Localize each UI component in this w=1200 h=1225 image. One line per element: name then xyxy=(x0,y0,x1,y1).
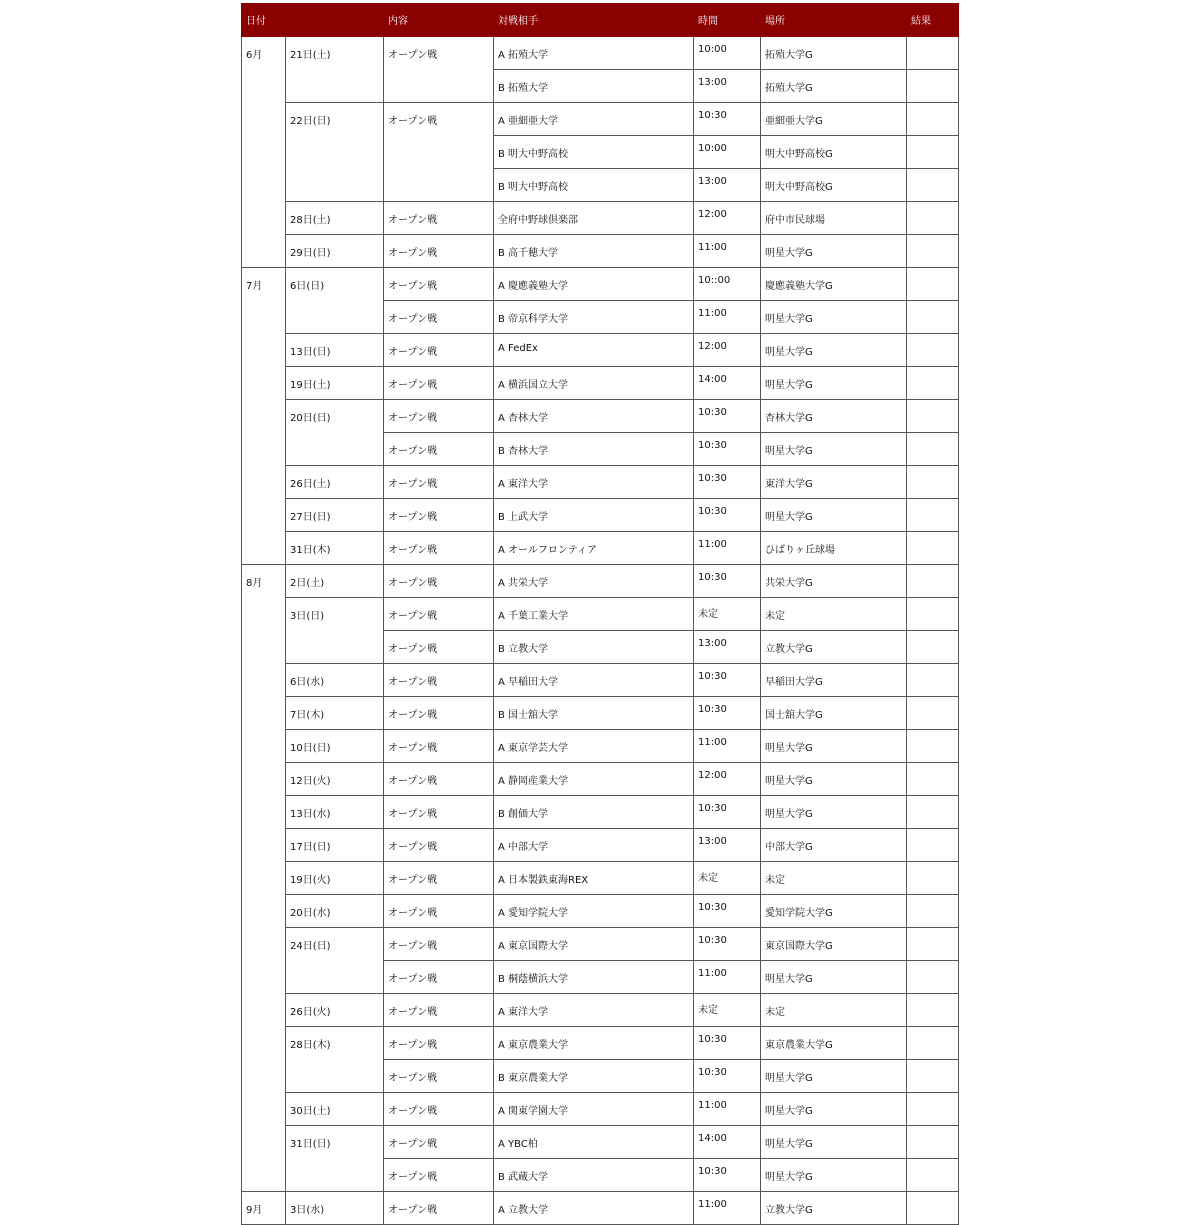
result-cell xyxy=(907,334,959,367)
table-row xyxy=(242,202,959,235)
opponent-cell: A 慶應義塾大学 xyxy=(494,268,694,301)
day-cell: 20日(日) xyxy=(286,400,384,466)
day-cell: 3日(日) xyxy=(286,598,384,664)
day-cell: 21日(土) xyxy=(286,37,384,103)
result-cell xyxy=(907,169,959,202)
opponent-cell: A 横浜国立大学 xyxy=(494,367,694,400)
content-cell: オープン戦 xyxy=(384,730,494,763)
day-cell: 29日(日) xyxy=(286,235,384,268)
place-cell: 明星大学G xyxy=(761,367,907,400)
result-cell xyxy=(907,664,959,697)
time-cell: 10:00 xyxy=(694,136,761,169)
opponent-cell: A 愛知学院大学 xyxy=(494,895,694,928)
content-cell: オープン戦 xyxy=(384,400,494,433)
time-cell: 10:30 xyxy=(694,400,761,433)
table-row xyxy=(242,334,959,367)
time-cell: 11:00 xyxy=(694,961,761,994)
time-cell: 13:00 xyxy=(694,70,761,103)
opponent-cell: A 千葉工業大学 xyxy=(494,598,694,631)
opponent-cell: A 東洋大学 xyxy=(494,994,694,1027)
day-cell: 7日(木) xyxy=(286,697,384,730)
result-cell xyxy=(907,598,959,631)
place-cell: 未定 xyxy=(761,598,907,631)
header-content: 内容 xyxy=(384,4,494,37)
content-cell: オープン戦 xyxy=(384,532,494,565)
opponent-cell: A 静岡産業大学 xyxy=(494,763,694,796)
day-cell: 30日(土) xyxy=(286,1093,384,1126)
place-cell: 未定 xyxy=(761,862,907,895)
table-row xyxy=(242,664,959,697)
time-cell: 10:30 xyxy=(694,565,761,598)
result-cell xyxy=(907,37,959,70)
content-cell: オープン戦 xyxy=(384,862,494,895)
place-cell: 東京農業大学G xyxy=(761,1027,907,1060)
time-cell: 12:00 xyxy=(694,763,761,796)
day-cell: 27日(日) xyxy=(286,499,384,532)
opponent-cell: 全府中野球倶楽部 xyxy=(494,202,694,235)
table-row xyxy=(242,1093,959,1126)
content-cell: オープン戦 xyxy=(384,598,494,631)
opponent-cell: B 拓殖大学 xyxy=(494,70,694,103)
time-cell: 11:00 xyxy=(694,235,761,268)
content-cell: オープン戦 xyxy=(384,433,494,466)
result-cell xyxy=(907,1126,959,1159)
place-cell: 立教大学G xyxy=(761,1192,907,1225)
result-cell xyxy=(907,895,959,928)
opponent-cell: A FedEx xyxy=(494,334,694,367)
place-cell: 明星大学G xyxy=(761,499,907,532)
month-cell: 8月 xyxy=(242,565,286,1192)
place-cell: 明星大学G xyxy=(761,796,907,829)
table-row xyxy=(242,235,959,268)
place-cell: 拓殖大学G xyxy=(761,37,907,70)
table-row xyxy=(242,994,959,1027)
day-cell: 31日(木) xyxy=(286,532,384,565)
table-row xyxy=(242,1027,959,1060)
table-row xyxy=(242,928,959,961)
place-cell: 共栄大学G xyxy=(761,565,907,598)
table-row xyxy=(242,565,959,598)
table-row xyxy=(242,1126,959,1159)
result-cell xyxy=(907,928,959,961)
time-cell: 12:00 xyxy=(694,202,761,235)
time-cell: 11:00 xyxy=(694,532,761,565)
result-cell xyxy=(907,433,959,466)
table-row xyxy=(242,598,959,631)
table-row xyxy=(242,763,959,796)
table-row xyxy=(242,1192,959,1225)
result-cell xyxy=(907,202,959,235)
time-cell: 14:00 xyxy=(694,367,761,400)
time-cell: 10:30 xyxy=(694,664,761,697)
opponent-cell: B 帝京科学大学 xyxy=(494,301,694,334)
table-row xyxy=(242,400,959,433)
result-cell xyxy=(907,1159,959,1192)
content-cell: オープン戦 xyxy=(384,631,494,664)
time-cell: 13:00 xyxy=(694,829,761,862)
month-cell: 6月 xyxy=(242,37,286,268)
result-cell xyxy=(907,532,959,565)
day-cell: 19日(火) xyxy=(286,862,384,895)
result-cell xyxy=(907,1060,959,1093)
day-cell: 28日(木) xyxy=(286,1027,384,1093)
content-cell: オープン戦 xyxy=(384,1126,494,1159)
place-cell: 亜細亜大学G xyxy=(761,103,907,136)
day-cell: 13日(水) xyxy=(286,796,384,829)
place-cell: ひばりヶ丘球場 xyxy=(761,532,907,565)
day-cell: 13日(日) xyxy=(286,334,384,367)
header-time: 時間 xyxy=(694,4,761,37)
result-cell xyxy=(907,136,959,169)
opponent-cell: A 共栄大学 xyxy=(494,565,694,598)
table-row xyxy=(242,103,959,136)
day-cell: 12日(火) xyxy=(286,763,384,796)
result-cell xyxy=(907,961,959,994)
time-cell: 10::00 xyxy=(694,268,761,301)
result-cell xyxy=(907,730,959,763)
day-cell: 2日(土) xyxy=(286,565,384,598)
opponent-cell: A 関東学園大学 xyxy=(494,1093,694,1126)
opponent-cell: A 亜細亜大学 xyxy=(494,103,694,136)
content-cell: オープン戦 xyxy=(384,466,494,499)
day-cell: 6日(水) xyxy=(286,664,384,697)
place-cell: 明星大学G xyxy=(761,235,907,268)
content-cell: オープン戦 xyxy=(384,235,494,268)
place-cell: 明星大学G xyxy=(761,301,907,334)
time-cell: 10:30 xyxy=(694,697,761,730)
place-cell: 未定 xyxy=(761,994,907,1027)
place-cell: 国士舘大学G xyxy=(761,697,907,730)
time-cell: 10:30 xyxy=(694,466,761,499)
time-cell: 10:30 xyxy=(694,499,761,532)
content-cell: オープン戦 xyxy=(384,301,494,334)
table-row xyxy=(242,466,959,499)
time-cell: 12:00 xyxy=(694,334,761,367)
time-cell: 13:00 xyxy=(694,169,761,202)
opponent-cell: A 中部大学 xyxy=(494,829,694,862)
content-cell: オープン戦 xyxy=(384,829,494,862)
place-cell: 明星大学G xyxy=(761,433,907,466)
content-cell: オープン戦 xyxy=(384,664,494,697)
day-cell: 3日(水) xyxy=(286,1192,384,1225)
place-cell: 明星大学G xyxy=(761,334,907,367)
place-cell: 明星大学G xyxy=(761,1093,907,1126)
time-cell: 10:30 xyxy=(694,433,761,466)
result-cell xyxy=(907,1192,959,1225)
place-cell: 立教大学G xyxy=(761,631,907,664)
header-date: 日付 xyxy=(242,4,384,37)
opponent-cell: A 東京学芸大学 xyxy=(494,730,694,763)
result-cell xyxy=(907,1093,959,1126)
result-cell xyxy=(907,301,959,334)
result-cell xyxy=(907,367,959,400)
content-cell: オープン戦 xyxy=(384,1159,494,1192)
result-cell xyxy=(907,268,959,301)
time-cell: 11:00 xyxy=(694,730,761,763)
header-opponent: 対戦相手 xyxy=(494,4,694,37)
place-cell: 東京国際大学G xyxy=(761,928,907,961)
content-cell: オープン戦 xyxy=(384,928,494,961)
result-cell xyxy=(907,565,959,598)
month-cell: 9月 xyxy=(242,1192,286,1225)
header-result: 結果 xyxy=(907,4,959,37)
opponent-cell: B 杏林大学 xyxy=(494,433,694,466)
place-cell: 拓殖大学G xyxy=(761,70,907,103)
place-cell: 愛知学院大学G xyxy=(761,895,907,928)
time-cell: 10:30 xyxy=(694,1027,761,1060)
opponent-cell: B 立教大学 xyxy=(494,631,694,664)
content-cell: オープン戦 xyxy=(384,1027,494,1060)
result-cell xyxy=(907,994,959,1027)
day-cell: 28日(土) xyxy=(286,202,384,235)
result-cell xyxy=(907,400,959,433)
opponent-cell: B 武蔵大学 xyxy=(494,1159,694,1192)
result-cell xyxy=(907,235,959,268)
opponent-cell: B 高千穂大学 xyxy=(494,235,694,268)
content-cell: オープン戦 xyxy=(384,367,494,400)
day-cell: 6日(日) xyxy=(286,268,384,334)
opponent-cell: A 東京国際大学 xyxy=(494,928,694,961)
time-cell: 11:00 xyxy=(694,301,761,334)
schedule-sheet xyxy=(241,3,958,1225)
opponent-cell: B 上武大学 xyxy=(494,499,694,532)
content-cell: オープン戦 xyxy=(384,268,494,301)
day-cell: 24日(日) xyxy=(286,928,384,994)
result-cell xyxy=(907,862,959,895)
content-cell: オープン戦 xyxy=(384,1093,494,1126)
opponent-cell: B 国士舘大学 xyxy=(494,697,694,730)
place-cell: 杏林大学G xyxy=(761,400,907,433)
opponent-cell: A YBC柏 xyxy=(494,1126,694,1159)
result-cell xyxy=(907,697,959,730)
opponent-cell: A 立教大学 xyxy=(494,1192,694,1225)
time-cell: 未定 xyxy=(694,862,761,895)
result-cell xyxy=(907,499,959,532)
table-row xyxy=(242,268,959,301)
content-cell: オープン戦 xyxy=(384,1060,494,1093)
table-row xyxy=(242,697,959,730)
content-cell: オープン戦 xyxy=(384,37,494,103)
day-cell: 10日(日) xyxy=(286,730,384,763)
place-cell: 明星大学G xyxy=(761,1126,907,1159)
day-cell: 26日(土) xyxy=(286,466,384,499)
day-cell: 31日(日) xyxy=(286,1126,384,1192)
content-cell: オープン戦 xyxy=(384,961,494,994)
content-cell: オープン戦 xyxy=(384,994,494,1027)
content-cell: オープン戦 xyxy=(384,334,494,367)
header-place: 場所 xyxy=(761,4,907,37)
content-cell: オープン戦 xyxy=(384,202,494,235)
opponent-cell: A 日本製鉄東海REX xyxy=(494,862,694,895)
content-cell: オープン戦 xyxy=(384,895,494,928)
time-cell: 10:30 xyxy=(694,895,761,928)
place-cell: 明大中野高校G xyxy=(761,169,907,202)
result-cell xyxy=(907,631,959,664)
place-cell: 明星大学G xyxy=(761,961,907,994)
place-cell: 明星大学G xyxy=(761,730,907,763)
content-cell: オープン戦 xyxy=(384,796,494,829)
opponent-cell: B 東京農業大学 xyxy=(494,1060,694,1093)
content-cell: オープン戦 xyxy=(384,565,494,598)
place-cell: 明星大学G xyxy=(761,1060,907,1093)
time-cell: 未定 xyxy=(694,994,761,1027)
opponent-cell: A 東洋大学 xyxy=(494,466,694,499)
time-cell: 11:00 xyxy=(694,1093,761,1126)
schedule-table xyxy=(241,3,959,1225)
time-cell: 11:00 xyxy=(694,1192,761,1225)
day-cell: 17日(日) xyxy=(286,829,384,862)
place-cell: 早稲田大学G xyxy=(761,664,907,697)
opponent-cell: B 明大中野高校 xyxy=(494,169,694,202)
place-cell: 慶應義塾大学G xyxy=(761,268,907,301)
day-cell: 20日(水) xyxy=(286,895,384,928)
place-cell: 東洋大学G xyxy=(761,466,907,499)
time-cell: 10:30 xyxy=(694,1060,761,1093)
day-cell: 26日(火) xyxy=(286,994,384,1027)
result-cell xyxy=(907,829,959,862)
table-row xyxy=(242,532,959,565)
opponent-cell: A 東京農業大学 xyxy=(494,1027,694,1060)
result-cell xyxy=(907,796,959,829)
table-row xyxy=(242,730,959,763)
result-cell xyxy=(907,763,959,796)
day-cell: 22日(日) xyxy=(286,103,384,202)
content-cell: オープン戦 xyxy=(384,697,494,730)
place-cell: 明星大学G xyxy=(761,1159,907,1192)
header-row xyxy=(242,4,959,37)
place-cell: 明大中野高校G xyxy=(761,136,907,169)
opponent-cell: A 杏林大学 xyxy=(494,400,694,433)
opponent-cell: A 早稲田大学 xyxy=(494,664,694,697)
table-row xyxy=(242,37,959,70)
content-cell: オープン戦 xyxy=(384,103,494,202)
table-row xyxy=(242,499,959,532)
opponent-cell: A 拓殖大学 xyxy=(494,37,694,70)
content-cell: オープン戦 xyxy=(384,1192,494,1225)
time-cell: 13:00 xyxy=(694,631,761,664)
time-cell: 10:30 xyxy=(694,1159,761,1192)
table-row xyxy=(242,862,959,895)
opponent-cell: B 桐蔭横浜大学 xyxy=(494,961,694,994)
opponent-cell: A オールフロンティア xyxy=(494,532,694,565)
table-row xyxy=(242,367,959,400)
result-cell xyxy=(907,1027,959,1060)
place-cell: 明星大学G xyxy=(761,763,907,796)
table-row xyxy=(242,796,959,829)
schedule-body xyxy=(242,37,959,1225)
table-row xyxy=(242,829,959,862)
time-cell: 14:00 xyxy=(694,1126,761,1159)
place-cell: 府中市民球場 xyxy=(761,202,907,235)
opponent-cell: B 明大中野高校 xyxy=(494,136,694,169)
place-cell: 中部大学G xyxy=(761,829,907,862)
time-cell: 10:30 xyxy=(694,928,761,961)
time-cell: 未定 xyxy=(694,598,761,631)
content-cell: オープン戦 xyxy=(384,763,494,796)
result-cell xyxy=(907,466,959,499)
result-cell xyxy=(907,70,959,103)
time-cell: 10:30 xyxy=(694,103,761,136)
day-cell: 19日(土) xyxy=(286,367,384,400)
opponent-cell: B 創価大学 xyxy=(494,796,694,829)
time-cell: 10:30 xyxy=(694,796,761,829)
time-cell: 10:00 xyxy=(694,37,761,70)
month-cell: 7月 xyxy=(242,268,286,565)
content-cell: オープン戦 xyxy=(384,499,494,532)
table-row xyxy=(242,895,959,928)
result-cell xyxy=(907,103,959,136)
